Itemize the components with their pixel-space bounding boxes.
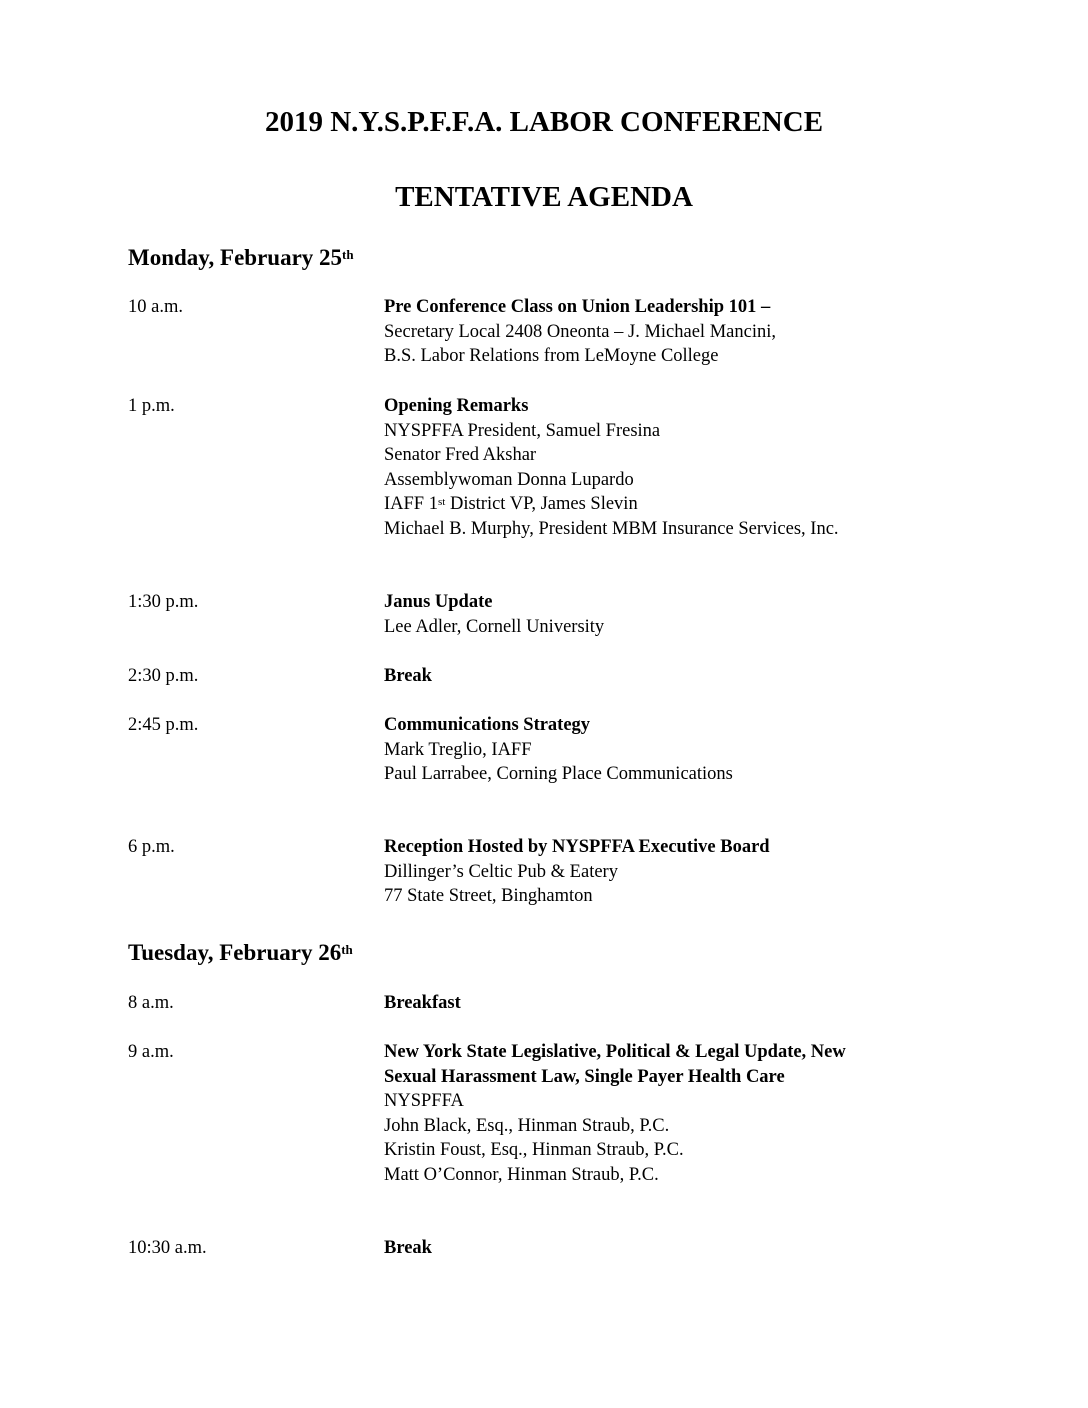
session-title: Janus Update [384,592,493,612]
session-line: NYSPFFA [384,1091,464,1112]
session-time: 8 a.m. [128,993,174,1013]
session-details [384,394,839,542]
session-line: John Black, Esq., Hinman Straub, P.C. [384,1115,670,1136]
day-ordinal: th [342,247,354,262]
day-ordinal: th [341,942,353,957]
session-line: Mark Treglio, IAFF [384,739,532,760]
session-time: 2:45 p.m. [128,715,199,735]
session-title-cont: Sexual Harassment Law, Single Payer Health Care [384,1066,785,1087]
day-heading-tuesday [128,939,353,967]
session-details [384,590,604,639]
session-line: Dillinger’s Celtic Pub & Eatery [384,861,618,882]
session-line: Secretary Local 2408 Oneonta – J. Michael Mancini, [384,321,776,342]
session-title: Break [384,1238,432,1258]
session-line-iaff [384,492,839,517]
session-line: NYSPFFA President, Samuel Fresina [384,420,661,441]
session-line: B.S. Labor Relations from LeMoyne College [384,346,719,367]
document-title: 2019 N.Y.S.P.F.F.A. LABOR CONFERENCE [264,106,824,138]
session-time: 10:30 a.m. [128,1238,207,1258]
session-time: 9 a.m. [128,1042,174,1062]
session-details [384,1040,846,1188]
session-details [384,991,461,1016]
session-title: New York State Legislative, Political & Legal Update, New [384,1042,846,1062]
ordinal-suffix: st [437,496,446,509]
session-time: 10 a.m. [128,297,183,317]
session-line: Senator Fred Akshar [384,445,537,466]
session-time: 1:30 p.m. [128,592,199,612]
session-line: Kristin Foust, Esq., Hinman Straub, P.C. [384,1140,684,1161]
session-line: Assemblywoman Donna Lupardo [384,469,634,490]
document-subtitle: TENTATIVE AGENDA [395,181,693,213]
session-details [384,835,770,909]
session-time: 2:30 p.m. [128,666,199,686]
session-line: 77 State Street, Binghamton [384,886,593,907]
iaff-rest: District VP, James Slevin [445,494,638,515]
day-label: Monday, February 25 [128,245,343,270]
session-details [384,713,733,787]
session-details [384,1236,432,1261]
iaff-prefix: IAFF 1 [384,494,438,515]
session-details [384,295,776,369]
session-title: Communications Strategy [384,715,591,735]
session-title: Opening Remarks [384,396,529,416]
session-time: 6 p.m. [128,837,175,857]
session-title: Reception Hosted by NYSPFFA Executive Board [384,837,770,857]
session-line: Michael B. Murphy, President MBM Insurance Services, Inc. [384,518,839,539]
session-line: Matt O’Connor, Hinman Straub, P.C. [384,1164,659,1185]
session-title: Breakfast [384,993,461,1013]
session-line: Paul Larrabee, Corning Place Communications [384,764,733,785]
day-label: Tuesday, February 26 [128,940,342,965]
session-title: Break [384,666,432,686]
session-title: Pre Conference Class on Union Leadership 101 – [384,297,771,317]
day-heading-monday [128,244,354,272]
session-line: Lee Adler, Cornell University [384,616,605,637]
session-time: 1 p.m. [128,396,175,416]
session-details [384,664,432,689]
